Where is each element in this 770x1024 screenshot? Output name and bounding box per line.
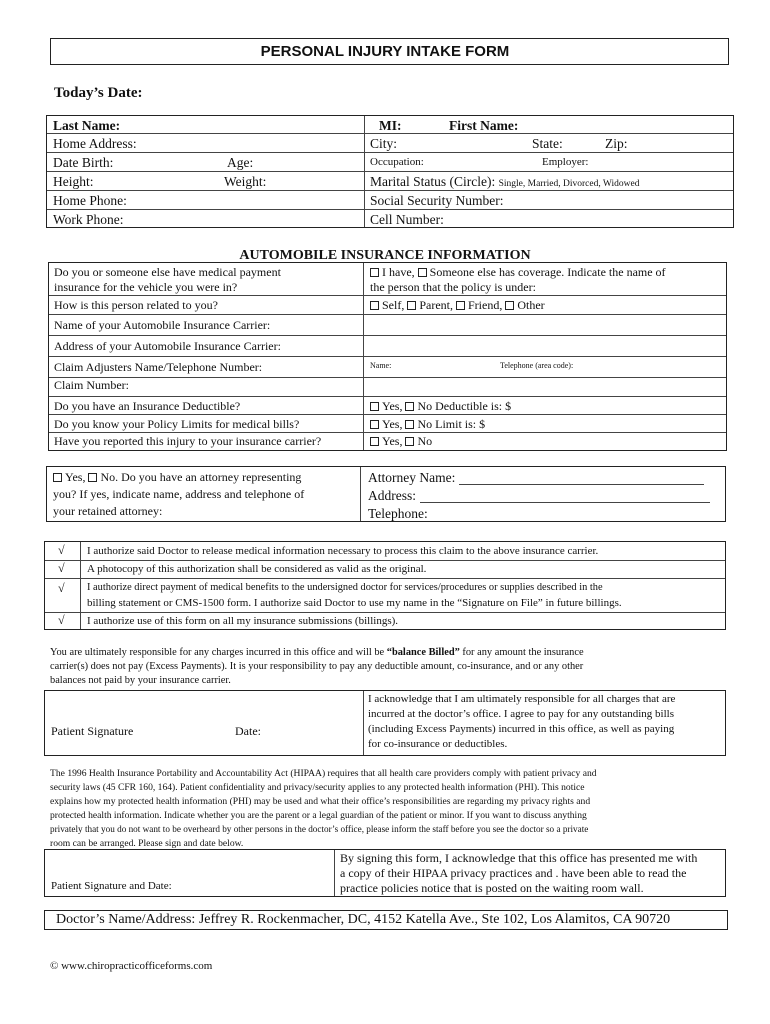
attorney-address-field[interactable]: Address:: [368, 489, 710, 503]
hipaa-ack-3: practice policies notice that is posted on the waiting room wall.: [340, 881, 644, 895]
financial-ack-1: I acknowledge that I am ultimately responsible for all charges that are: [368, 693, 676, 705]
height-field[interactable]: Height:: [53, 174, 94, 189]
hipaa-line-3: explains how my protected health information (PHI) may be used and what their office’s responsibilities are regarding my privacy rights and: [50, 796, 591, 807]
deductible-no-checkbox[interactable]: [405, 402, 414, 411]
q-adjuster: Claim Adjusters Name/Telephone Number:: [54, 360, 263, 374]
city-field[interactable]: City:: [370, 136, 398, 151]
occupation-field[interactable]: Occupation:: [370, 156, 424, 168]
hipaa-ack-1: By signing this form, I acknowledge that this office has presented me with: [340, 851, 698, 865]
age-field[interactable]: Age:: [227, 155, 254, 170]
auth-item-1: I authorize said Doctor to release medical information necessary to process this claim to the above insurance carrier.: [87, 545, 599, 557]
state-field[interactable]: State:: [532, 136, 563, 151]
cell-number-field[interactable]: Cell Number:: [370, 212, 444, 227]
patient-signature-field[interactable]: Patient Signature: [51, 724, 134, 738]
deductible-yes-checkbox[interactable]: [370, 402, 379, 411]
auth-check-2[interactable]: √: [58, 561, 65, 575]
auth-item-3b: billing statement or CMS-1500 form. I authorize said Doctor to use my name in the “Signature on File” in future billings.: [87, 597, 622, 609]
auth-item-3a: I authorize direct payment of medical benefits to the undersigned doctor for services/procedures or supplies described in the: [87, 582, 603, 593]
auth-check-3[interactable]: √: [58, 581, 65, 595]
reported-no-checkbox[interactable]: [405, 437, 414, 446]
q-carrier-name: Name of your Automobile Insurance Carrier:: [54, 318, 271, 332]
home-phone-field[interactable]: Home Phone:: [53, 193, 127, 208]
attorney-question-1: Yes, No. Do you have an attorney representing: [53, 471, 301, 483]
attorney-question-2: you? If yes, indicate name, address and telephone of: [53, 487, 305, 501]
todays-date-label[interactable]: Today’s Date:: [54, 85, 143, 101]
signature-date-field[interactable]: Date:: [235, 724, 261, 738]
parent-checkbox[interactable]: [407, 301, 416, 310]
hipaa-ack-2: a copy of their HIPAA privacy practices and . have been able to read the: [340, 866, 687, 880]
responsibility-line-2: carrier(s) does not pay (Excess Payments). It is your responsibility to pay any deductible amount, co-insurance, and or any other: [50, 661, 584, 672]
employer-field[interactable]: Employer:: [542, 156, 589, 168]
a-medical-payment-1: I have, Someone else has coverage. Indicate the name of: [370, 266, 666, 278]
attorney-name-field[interactable]: Attorney Name:: [368, 471, 704, 485]
other-checkbox[interactable]: [505, 301, 514, 310]
date-birth-field[interactable]: Date Birth:: [53, 155, 114, 170]
zip-field[interactable]: Zip:: [605, 136, 628, 151]
hipaa-line-2: security laws (45 CFR 160, 164). Patient confidentiality and privacy/security applies to any protected health information (PHI). This notice: [50, 782, 585, 793]
auth-item-2: A photocopy of this authorization shall be considered as valid as the original.: [87, 563, 427, 575]
home-address-field[interactable]: Home Address:: [53, 136, 137, 151]
attorney-telephone-field[interactable]: Telephone:: [368, 506, 428, 521]
auto-insurance-heading: AUTOMOBILE INSURANCE INFORMATION: [239, 248, 531, 263]
relationship-options: Self, Parent, Friend, Other: [370, 299, 545, 311]
q-claim-number[interactable]: Claim Number:: [54, 378, 129, 392]
friend-checkbox[interactable]: [456, 301, 465, 310]
attorney-question-3: your retained attorney:: [53, 504, 163, 518]
hipaa-line-5: privately that you do not want to be overheard by other persons in the doctor’s office, please inform the staff before you see the doctor so a private: [50, 824, 589, 834]
q-limits: Do you know your Policy Limits for medical bills?: [54, 417, 300, 431]
mi-field[interactable]: MI:: [379, 118, 402, 133]
a-reported: Yes, No: [370, 435, 432, 447]
limits-yes-checkbox[interactable]: [370, 420, 379, 429]
q-medical-payment-1: Do you or someone else have medical payment: [54, 265, 281, 279]
marital-status-label: Marital Status (Circle):: [370, 174, 496, 189]
responsibility-line-1: You are ultimately responsible for any charges incurred in this office and will be “balance Billed” for any amount the insurance: [50, 647, 584, 658]
copyright-footer: © www.chiropracticofficeforms.com: [50, 960, 213, 972]
hipaa-line-6: room can be arranged. Please sign and date below.: [50, 838, 244, 849]
financial-ack-4: for co-insurance or deductibles.: [368, 738, 508, 750]
marital-options[interactable]: Single, Married, Divorced, Widowed: [498, 179, 640, 189]
auth-item-4: I authorize use of this form on all my insurance submissions (billings).: [87, 615, 399, 627]
marital-status-field[interactable]: [370, 175, 639, 190]
reported-yes-checkbox[interactable]: [370, 437, 379, 446]
attorney-yes-checkbox[interactable]: [53, 473, 62, 482]
hipaa-line-4: protected health information. Indicate whether you are the parent or a legal guardian of the patient or minor. If you want to discuss anything: [50, 810, 587, 821]
adjuster-phone-field[interactable]: Telephone (area code):: [500, 361, 574, 370]
q-related: How is this person related to you?: [54, 298, 218, 312]
doctor-info: Doctor’s Name/Address: Jeffrey R. Rockenmacher, DC, 4152 Katella Ave., Ste 102, Los Alamitos, CA 90720: [56, 912, 671, 927]
last-name-field[interactable]: Last Name:: [53, 118, 121, 133]
self-checkbox[interactable]: [370, 301, 379, 310]
hipaa-signature-field[interactable]: Patient Signature and Date:: [51, 880, 172, 892]
q-reported: Have you reported this injury to your insurance carrier?: [54, 434, 322, 448]
hipaa-line-1: The 1996 Health Insurance Portability and Accountability Act (HIPAA) requires that all health care providers comply with patient privacy and: [50, 768, 597, 779]
q-medical-payment-2: insurance for the vehicle you were in?: [54, 280, 238, 294]
adjuster-name-field[interactable]: Name:: [370, 361, 392, 370]
q-deductible: Do you have an Insurance Deductible?: [54, 399, 241, 413]
a-deductible: Yes, No Deductible is: $: [370, 400, 511, 412]
i-have-checkbox[interactable]: [370, 268, 379, 277]
first-name-field[interactable]: First Name:: [449, 118, 519, 133]
a-medical-payment-2[interactable]: the person that the policy is under:: [370, 280, 536, 294]
weight-field[interactable]: Weight:: [224, 174, 267, 189]
limits-no-checkbox[interactable]: [405, 420, 414, 429]
financial-ack-2: incurred at the doctor’s office. I agree to pay for any outstanding bills: [368, 708, 674, 720]
responsibility-line-3: balances not paid by your insurance carrier.: [50, 675, 231, 686]
someone-else-checkbox[interactable]: [418, 268, 427, 277]
q-carrier-address: Address of your Automobile Insurance Carrier:: [54, 339, 281, 353]
auth-check-4[interactable]: √: [58, 613, 65, 627]
work-phone-field[interactable]: Work Phone:: [53, 212, 124, 227]
attorney-no-checkbox[interactable]: [88, 473, 97, 482]
ssn-field[interactable]: Social Security Number:: [370, 193, 504, 208]
form-title: PERSONAL INJURY INTAKE FORM: [260, 43, 510, 60]
auth-check-1[interactable]: √: [58, 543, 65, 557]
a-limits: Yes, No Limit is: $: [370, 418, 485, 430]
financial-ack-3: (including Excess Payments) incurred in this office, as well as paying: [368, 723, 675, 735]
